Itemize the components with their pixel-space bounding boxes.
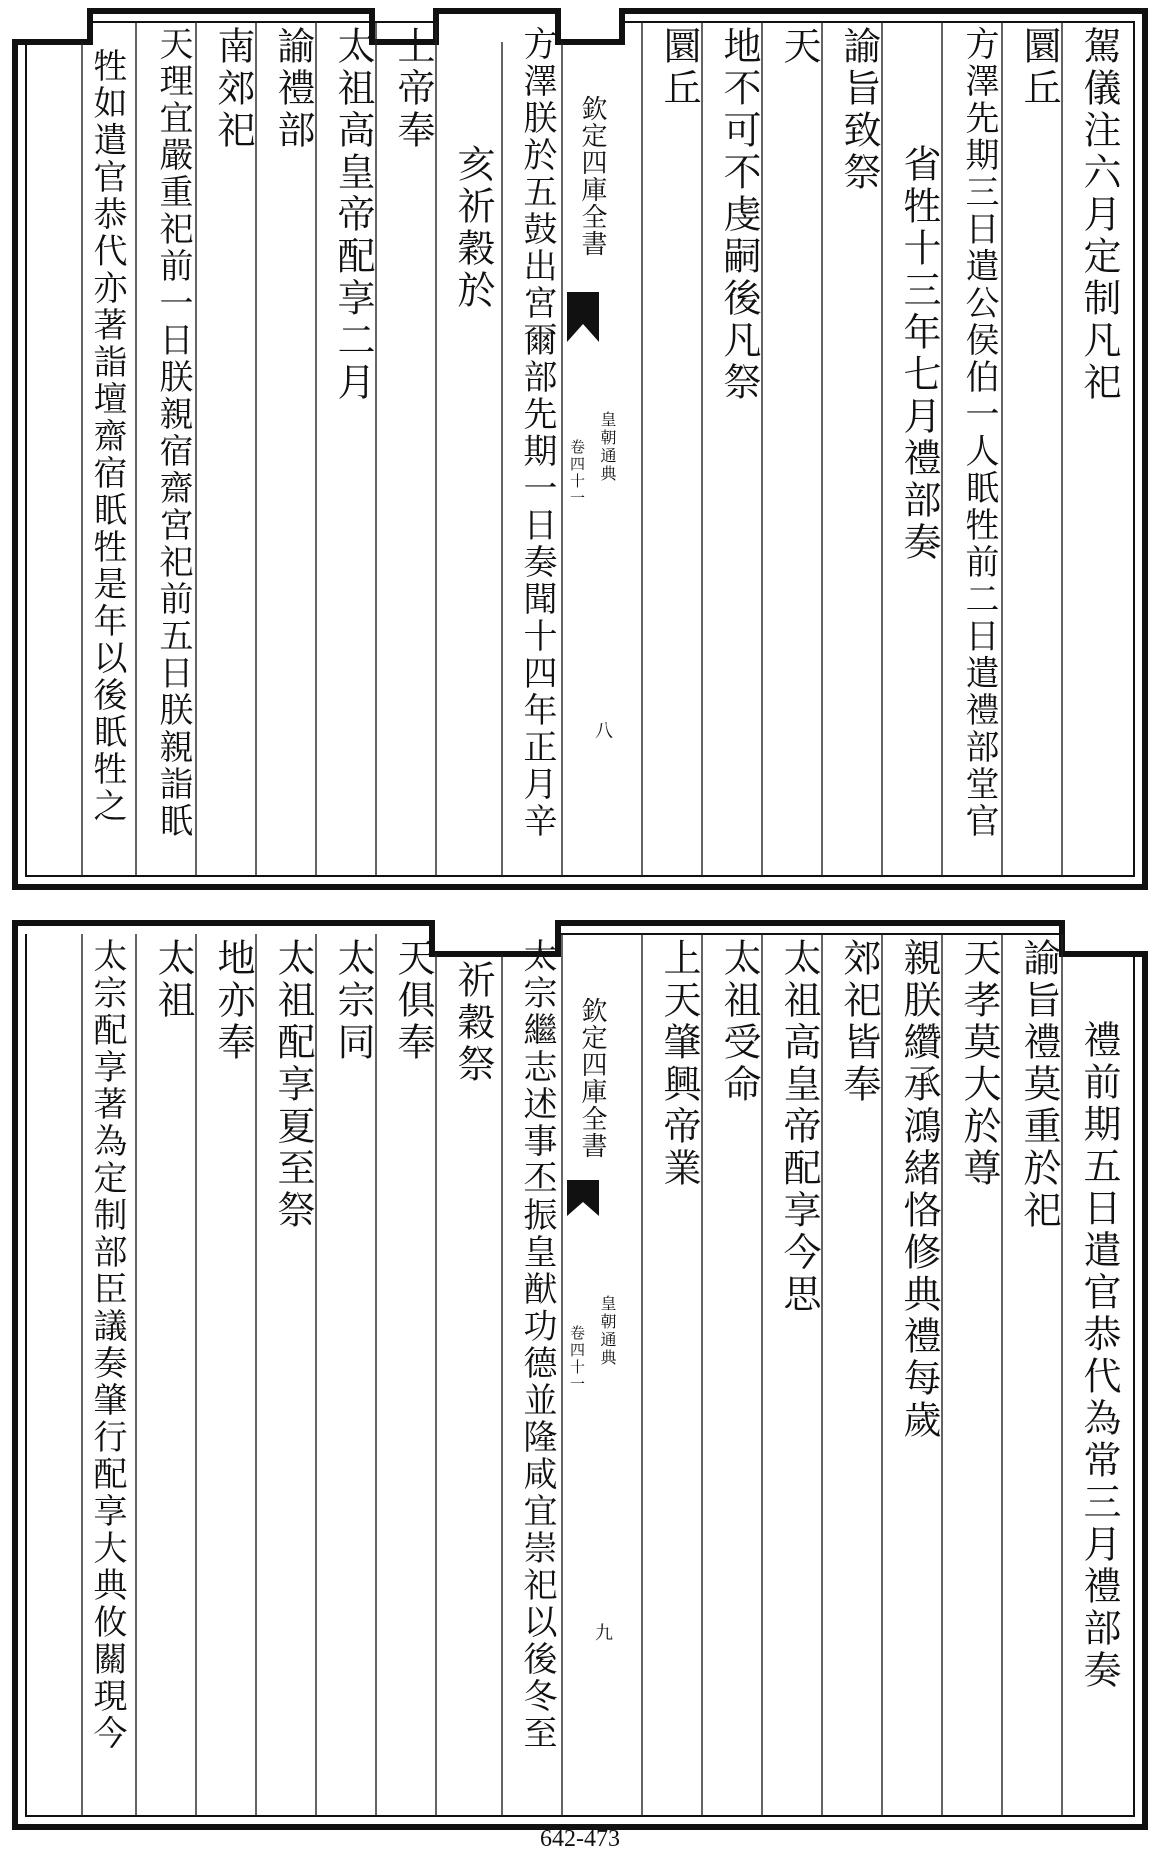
text-column: 牲如遣官恭代亦著詣壇齋宿眂牲是年以後眂牲之	[87, 48, 127, 825]
text-column: 太祖受命	[717, 938, 761, 1106]
text-column: 方澤朕於五鼓出宮爾部先期一日奏聞十四年正月辛	[517, 26, 557, 840]
text-column: 太宗配享著為定制部臣議奏肇行配享大典攸關現今	[87, 938, 127, 1752]
text-column: 方澤先期三日遣公侯伯一人眂牲前二日遣禮部堂官	[959, 26, 999, 840]
text-column: 太祖高皇帝配享今思	[777, 938, 821, 1316]
page-leaf-upper	[12, 8, 1148, 890]
text-column: 南郊祀	[211, 26, 255, 152]
text-column: 禮前期五日遣官恭代為常三月禮部奏	[1077, 1020, 1121, 1692]
text-column: 太宗同	[331, 938, 375, 1064]
fish-tail-mark-upper	[565, 290, 601, 344]
banner-page-number-upper: 八	[592, 721, 613, 739]
banner-work-lower: 皇朝通典	[598, 1295, 617, 1367]
text-column: 太祖配享夏至祭	[271, 938, 315, 1232]
text-column: 諭旨禮莫重於祀	[1017, 938, 1061, 1232]
text-column: 亥祈穀於	[451, 144, 495, 312]
text-column: 地不可不虔嗣後凡祭	[717, 26, 761, 404]
page-footer-number: 642-473	[540, 1826, 620, 1852]
text-column: 祈穀祭	[451, 960, 495, 1086]
text-column: 親朕纘承鴻緒恪修典禮每歲	[897, 938, 941, 1442]
text-column: 省牲十三年七月禮部奏	[897, 144, 941, 564]
text-column: 太宗繼志述事丕振皇猷功德並隆咸宜崇祀以後冬至	[517, 938, 557, 1752]
text-column: 郊祀皆奉	[837, 938, 881, 1106]
banner-page-number-lower: 九	[592, 1623, 613, 1641]
banner-title-upper: 欽定四庫全書	[577, 95, 607, 257]
text-column: 諭禮部	[271, 26, 315, 152]
text-column: 天孝莫大於尊	[957, 938, 1001, 1190]
text-column: 諭旨致祭	[837, 26, 881, 194]
text-column: 上帝奉	[391, 26, 435, 152]
banner-volume-lower: 卷四十一	[568, 1325, 586, 1393]
text-column: 圜丘	[657, 26, 701, 110]
banner-volume-upper: 卷四十一	[568, 439, 586, 507]
text-column: 太祖高皇帝配享二月	[331, 26, 375, 404]
banner-title-lower: 欽定四庫全書	[577, 997, 607, 1159]
text-column: 天理宜嚴重祀前一日朕親宿齋宮祀前五日朕親詣眂	[153, 26, 193, 840]
banner-work-upper: 皇朝通典	[598, 411, 617, 483]
text-column: 上天肇興帝業	[657, 938, 701, 1190]
text-column: 地亦奉	[211, 938, 255, 1064]
text-column: 太祖	[151, 938, 195, 1022]
page-leaf-lower	[12, 920, 1148, 1830]
text-column: 圜丘	[1017, 26, 1061, 110]
text-column: 天俱奉	[391, 938, 435, 1064]
text-column: 天	[777, 26, 821, 68]
text-column: 駕儀注六月定制凡祀	[1077, 26, 1121, 404]
